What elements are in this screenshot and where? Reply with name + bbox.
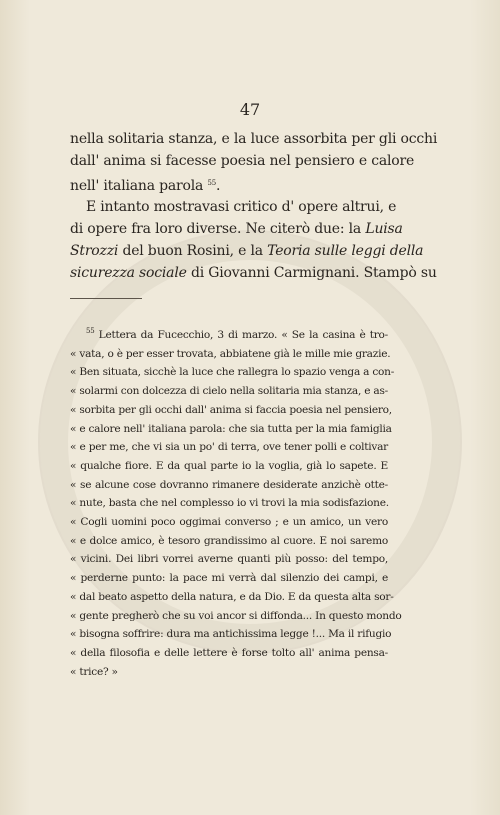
footnote-line: « Ben situata, sicchè la luce che rallegra lo spazio venga a con- [70,366,395,379]
footnote-line: « sorbita per gli occhi dall' anima si faccia poesia nel pensiero, [70,403,392,416]
footnote-line: « e per me, che vi sia un po' di terra, ove tener polli e coltivar [70,441,388,454]
page-number: 47 [239,100,261,119]
body-line-1: nella solitaria stanza, e la luce assorbita per gli occhi [70,131,438,147]
footnote-line: « Cogli uomini poco oggimai converso ; e un amico, un vero [70,516,388,529]
footnote-line: $^{55}$ Lettera da Fucecchio, 3 di marzo. « Se la casina è tro- [86,327,388,341]
footnote-reference: 55 [207,178,216,187]
footnote-line: « vata, o è per esser trovata, abbiatene già le mille mie grazie. [70,347,391,360]
footnote-line: « nute, basta che nel complesso io vi trovi la mia sodisfazione. [70,497,389,510]
body-line-5: di opere fra loro diverse. Ne citerò due: la Luisa [70,221,403,238]
footnote-line: « solarmi con dolcezza di cielo nella solitaria mia stanza, e as- [70,385,388,398]
footnote-marker: 55 [86,327,95,335]
footnote-line: « della filosofia e delle lettere è forse tolto all' anima pensa- [70,646,388,659]
body-line-4: E intanto mostravasi critico d' opere altrui, e [86,199,397,216]
footnote-line: « e calore nell' italiana parola: che sia tutta per la mia famiglia [70,422,392,435]
footnote [70,322,402,681]
footnote-line: « se alcune cose dovranno rimanere desiderate anzichè otte- [70,478,388,491]
footnote-line: « dal beato aspetto della natura, e da Dio. E da questa alta sor- [70,590,394,603]
body-line-7: sicurezza sociale di Giovanni Carmignani. Stampò su [70,264,437,281]
footnote-line: « gente pregherò che su voi ancor si diffonda... In questo mondo [70,609,402,622]
footnote-line: « vicini. Dei libri vorrei averne quanti più posso: del tempo, [70,553,388,566]
footnote-line: « e dolce amico, è tesoro grandissimo al cuore. E noi saremo [70,534,388,547]
body-line-3: nell' italiana parola $^{55}$. [70,177,221,194]
footnote-line: « perderne punto: la pace mi verrà dal silenzio dei campi, e [70,572,388,585]
footnote-separator [70,298,142,299]
body-line-2: dall' anima si facesse poesia nel pensiero e calore [70,152,415,169]
footnote-line: « qualche fiore. E da qual parte io la voglia, già lo sapete. E [70,459,388,472]
body-line-6: Strozzi del buon Rosini, e la Teoria sulle leggi della [70,242,424,259]
footnote-line: « trice? » [70,665,118,678]
footnote-line: « bisogna soffrire: dura ma antichissima legge !... Ma il rifugio [70,628,392,641]
body-text [70,129,438,285]
